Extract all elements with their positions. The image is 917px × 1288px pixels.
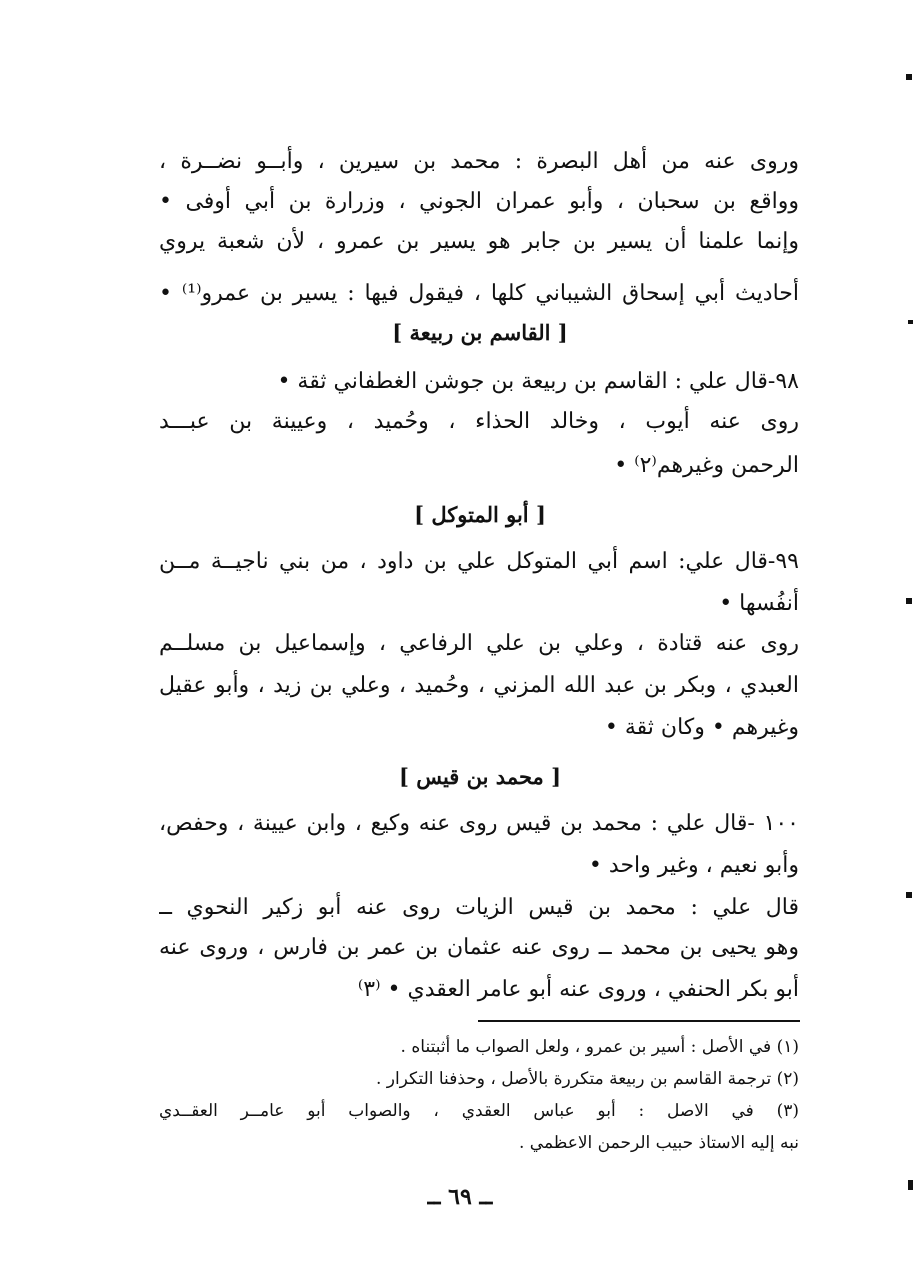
text-line: وإنما علمنا أن يسير بن جابر هو يسير بن عمرو ، لأن شعبة يروي xyxy=(159,229,799,254)
section-heading: [ محمد بن قيس ] xyxy=(398,764,562,789)
text-line: وهو يحيى بن محمد ــ روى عنه عثمان بن عمر بن فارس ، وروى عنه xyxy=(159,935,799,960)
footnote: (١) في الأصل : أسير بن عمرو ، ولعل الصواب ما أثبتناه . xyxy=(400,1037,799,1057)
text-line: وروى عنه من أهل البصرة : محمد بن سيرين ، وأبــو نضــرة ، xyxy=(159,149,799,174)
page-number: ــ ٦٩ ــ xyxy=(427,1184,493,1210)
text-line: روى عنه أيوب ، وخالد الحذاء ، وحُميد ، وعيينة بن عبـــد xyxy=(159,409,799,434)
section-heading: [ القاسم بن ربيعة ] xyxy=(392,320,568,345)
text-line: الرحمن وغيرهم⁽٢⁾ • xyxy=(614,453,799,478)
text-line: وأبو نعيم ، وغير واحد • xyxy=(588,853,799,878)
text-line: قال علي : محمد بن قيس الزيات روى عنه أبو زكير النحوي ــ xyxy=(159,895,799,920)
section-heading: [ أبو المتوكل ] xyxy=(414,502,546,527)
scan-mark xyxy=(906,892,912,898)
scan-mark xyxy=(906,598,912,604)
text-line: أحاديث أبي إسحاق الشيباني كلها ، فيقول فيها : يسير بن عمرو⁽¹⁾ • xyxy=(159,281,799,306)
footnote: نبه إليه الاستاذ حبيب الرحمن الاعظمي . xyxy=(518,1133,799,1153)
footnote: (٢) ترجمة القاسم بن ربيعة متكررة بالأصل ، وحذفنا التكرار . xyxy=(375,1069,799,1089)
text-line: ٩٩-قال علي: اسم أبي المتوكل علي بن داود ، من بني ناجيــة مــن xyxy=(159,549,799,574)
text-line: وغيرهم • وكان ثقة • xyxy=(604,715,799,740)
text-line: ١٠٠ -قال علي : محمد بن قيس روى عنه وكيع ، وابن عيينة ، وحفص، xyxy=(159,811,799,836)
scan-mark xyxy=(908,320,913,324)
scan-mark xyxy=(906,74,912,80)
text-line: أبو بكر الحنفي ، وروى عنه أبو عامر العقدي • ⁽٣⁾ xyxy=(357,977,799,1002)
text-line: ٩٨-قال علي : القاسم بن ربيعة بن جوشن الغطفاني ثقة • xyxy=(277,369,799,394)
footnote: (٣) في الاصل : أبو عباس العقدي ، والصواب أبو عامــر العقــدي xyxy=(159,1101,799,1121)
text-line: وواقع بن سحبان ، وأبو عمران الجوني ، وزرارة بن أبي أوفى • xyxy=(159,189,799,214)
text-line: أنفُسها • xyxy=(719,591,799,616)
scan-mark xyxy=(908,1180,913,1190)
text-line: العبدي ، وبكر بن عبد الله المزني ، وحُميد ، وعلي بن زيد ، وأبو عقيل xyxy=(159,673,799,698)
text-line: روى عنه قتادة ، وعلي بن علي الرفاعي ، وإسماعيل بن مسلــم xyxy=(159,631,799,656)
footnote-separator xyxy=(478,1020,800,1022)
